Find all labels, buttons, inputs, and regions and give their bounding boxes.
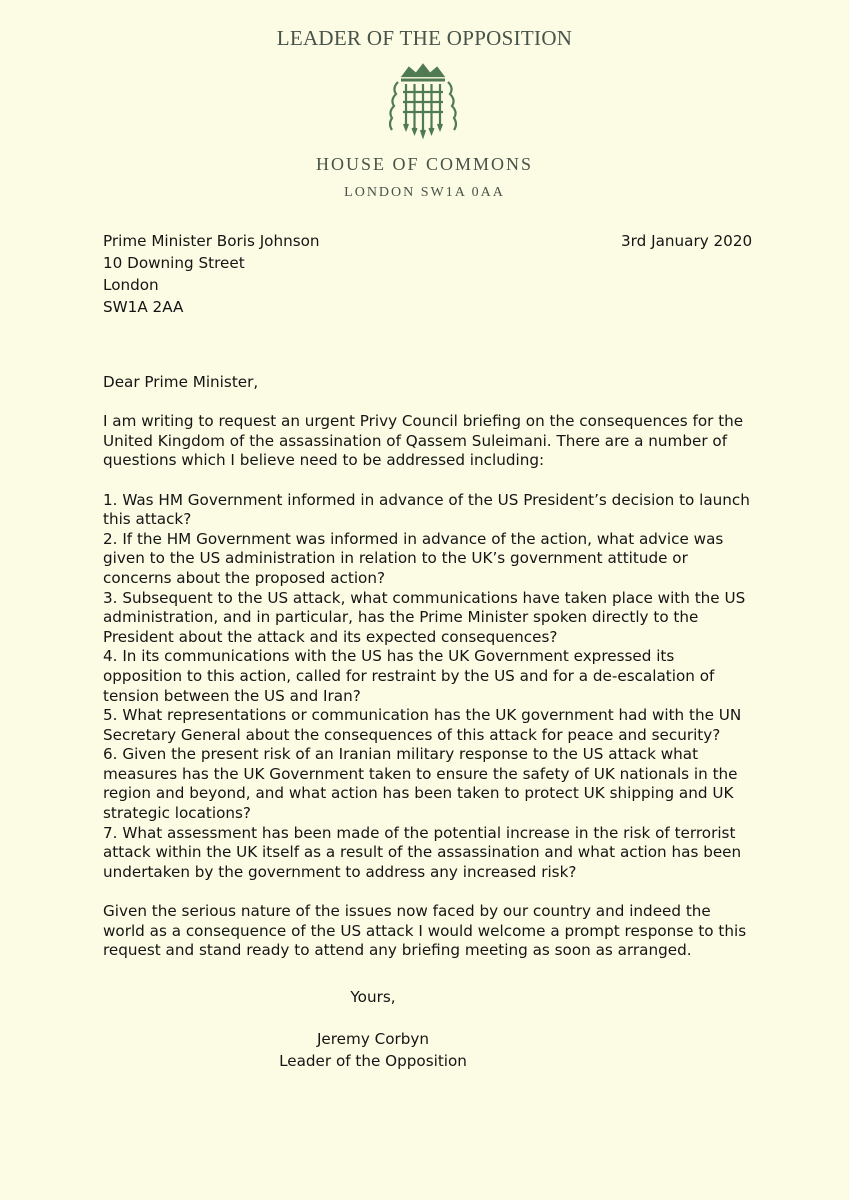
letter-date: 3rd January 2020: [621, 232, 753, 250]
signoff: Yours,: [350, 988, 396, 1006]
question-item: 2. If the HM Government was informed in advance of the action, what advice was given to the US administration in relation to the UK’s government attitude or concerns about the proposed action?: [103, 529, 724, 587]
letterhead-house: HOUSE OF COMMONS: [315, 154, 534, 174]
question-list: [103, 491, 753, 883]
letter-body: [103, 373, 753, 961]
recipient-line: London: [103, 276, 159, 294]
intro-paragraph: I am writing to request an urgent Privy Council briefing on the consequences for the United Kingdom of the assassination of Qassem Suleimani. There are a number of questions which I believe need to be addressed including:: [103, 412, 744, 470]
portcullis-icon: [389, 62, 457, 140]
closing-paragraph: Given the serious nature of the issues now faced by our country and indeed the world as a consequence of the US attack I would welcome a prompt response to this request and stand ready to attend any briefing meeting as soon as arranged.: [103, 902, 747, 960]
question-item: 5. What representations or communication has the UK government had with the UN Secretary General about the consequences of this attack for peace and security?: [103, 706, 742, 744]
recipient-line: SW1A 2AA: [103, 298, 184, 316]
letterhead-address: LONDON SW1A 0AA: [344, 185, 505, 200]
question-item: 4. In its communications with the US has the UK Government expressed its opposition to this action, called for restraint by the US and for a de-escalation of tension between the US and Iran?: [103, 647, 715, 705]
salutation: Dear Prime Minister,: [103, 373, 259, 391]
question-item: 6. Given the present risk of an Iranian military response to the US attack what measures has the UK Government taken to ensure the safety of UK nationals in the region and beyond, and what action has been taken to protect UK shipping and UK strategic locations?: [103, 745, 738, 823]
recipient-line: 10 Downing Street: [103, 254, 245, 272]
signature-block: [103, 1028, 643, 1072]
signatory-name: Jeremy Corbyn: [316, 1030, 430, 1048]
letterhead-title: LEADER OF THE OPPOSITION: [276, 26, 573, 50]
signatory-title: Leader of the Opposition: [279, 1052, 467, 1070]
question-item: 1. Was HM Government informed in advance of the US President’s decision to launch this attack?: [103, 490, 750, 529]
recipient-address: [103, 230, 320, 318]
question-item: 7. What assessment has been made of the potential increase in the risk of terrorist attack within the UK itself as a result of the assassination and what action has been undertaken by the government to address any increased risk?: [103, 823, 742, 881]
recipient-line: Prime Minister Boris Johnson: [103, 232, 320, 250]
question-item: 3. Subsequent to the US attack, what communications have taken place with the US administration, and in particular, has the Prime Minister spoken directly to the President about the attack and its expected consequences?: [103, 588, 746, 646]
